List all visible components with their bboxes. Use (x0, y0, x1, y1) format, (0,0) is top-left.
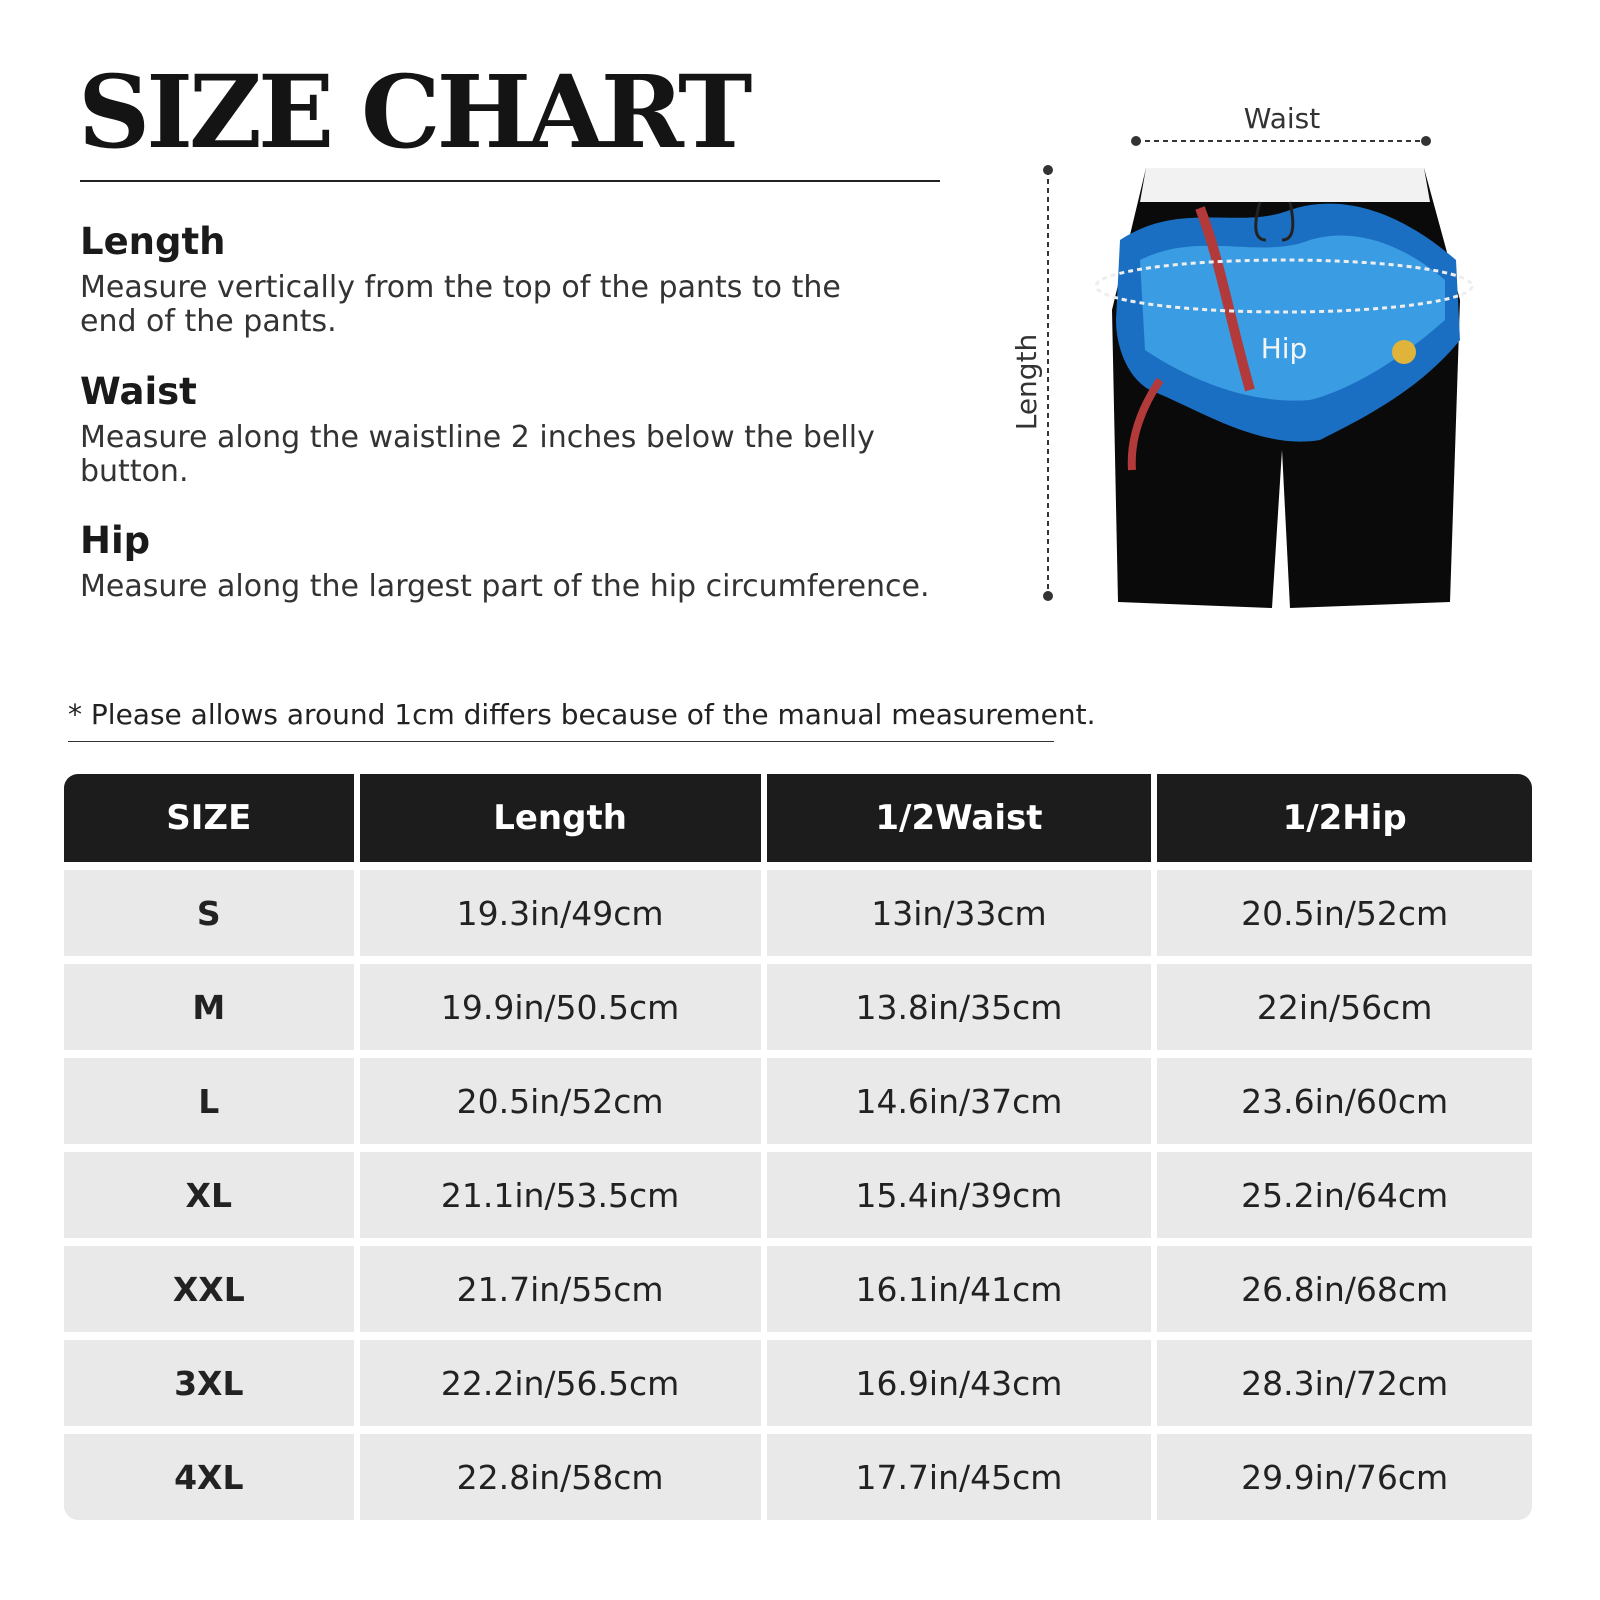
cell-half-waist: 13.8in/35cm (767, 964, 1152, 1050)
header-half-waist: 1/2Waist (767, 774, 1152, 862)
hip-label: Hip (1260, 332, 1308, 365)
cell-half-hip: 20.5in/52cm (1157, 870, 1532, 956)
header-half-hip: 1/2Hip (1157, 774, 1532, 862)
table-row (64, 964, 1532, 1050)
cell-size: S (64, 870, 354, 956)
cell-length: 22.2in/56.5cm (360, 1340, 761, 1426)
measure-hip (80, 521, 940, 604)
header-size: SIZE (64, 774, 354, 862)
cell-size: L (64, 1058, 354, 1144)
shorts-coin-detail (1392, 340, 1416, 364)
table-row (64, 1246, 1532, 1332)
header-length: Length (360, 774, 761, 862)
measure-length-description: Measure vertically from the top of the pants to the end of the pants. (80, 269, 841, 340)
cell-length: 21.7in/55cm (360, 1246, 761, 1332)
cell-length: 20.5in/52cm (360, 1058, 761, 1144)
cell-length: 21.1in/53.5cm (360, 1152, 761, 1238)
table-row (64, 1340, 1532, 1426)
shorts-waistband (1140, 168, 1430, 202)
table-row (64, 1152, 1532, 1238)
page-title: SIZE CHART (78, 53, 749, 171)
cell-half-hip: 23.6in/60cm (1157, 1058, 1532, 1144)
cell-length: 22.8in/58cm (360, 1434, 761, 1520)
title-divider (80, 180, 940, 182)
cell-half-hip: 22in/56cm (1157, 964, 1532, 1050)
table-row (64, 870, 1532, 956)
cell-size: 3XL (64, 1340, 354, 1426)
cell-half-waist: 14.6in/37cm (767, 1058, 1152, 1144)
cell-half-waist: 15.4in/39cm (767, 1152, 1152, 1238)
waist-right-dot (1421, 136, 1431, 146)
length-label: Length (1010, 333, 1043, 431)
cell-size: M (64, 964, 354, 1050)
measure-waist (80, 372, 940, 490)
waist-label: Waist (1243, 102, 1321, 135)
cell-half-hip: 29.9in/76cm (1157, 1434, 1532, 1520)
size-table (58, 766, 1538, 1528)
cell-half-waist: 16.1in/41cm (767, 1246, 1152, 1332)
shorts-diagram (1010, 90, 1560, 650)
waist-left-dot (1131, 136, 1141, 146)
measure-waist-description: Measure along the waistline 2 inches below the belly button. (80, 419, 875, 490)
length-top-dot (1043, 165, 1053, 175)
cell-half-hip: 28.3in/72cm (1157, 1340, 1532, 1426)
measure-hip-description: Measure along the largest part of the hip circumference. (80, 568, 930, 604)
measure-hip-heading: Hip (80, 519, 151, 562)
table-row (64, 1058, 1532, 1144)
cell-half-hip: 25.2in/64cm (1157, 1152, 1532, 1238)
cell-half-waist: 13in/33cm (767, 870, 1152, 956)
cell-half-hip: 26.8in/68cm (1157, 1246, 1532, 1332)
cell-half-waist: 17.7in/45cm (767, 1434, 1152, 1520)
cell-length: 19.9in/50.5cm (360, 964, 761, 1050)
cell-half-waist: 16.9in/43cm (767, 1340, 1152, 1426)
table-header-row (64, 774, 1532, 862)
cell-length: 19.3in/49cm (360, 870, 761, 956)
cell-size: XL (64, 1152, 354, 1238)
measure-length (80, 222, 940, 340)
measure-length-heading: Length (80, 220, 226, 263)
cell-size: 4XL (64, 1434, 354, 1520)
measure-waist-heading: Waist (80, 370, 197, 413)
shorts-illustration (1010, 90, 1560, 650)
measurement-note: * Please allows around 1cm differs because of the manual measurement. (68, 698, 1054, 742)
length-bottom-dot (1043, 591, 1053, 601)
cell-size: XXL (64, 1246, 354, 1332)
table-row (64, 1434, 1532, 1520)
